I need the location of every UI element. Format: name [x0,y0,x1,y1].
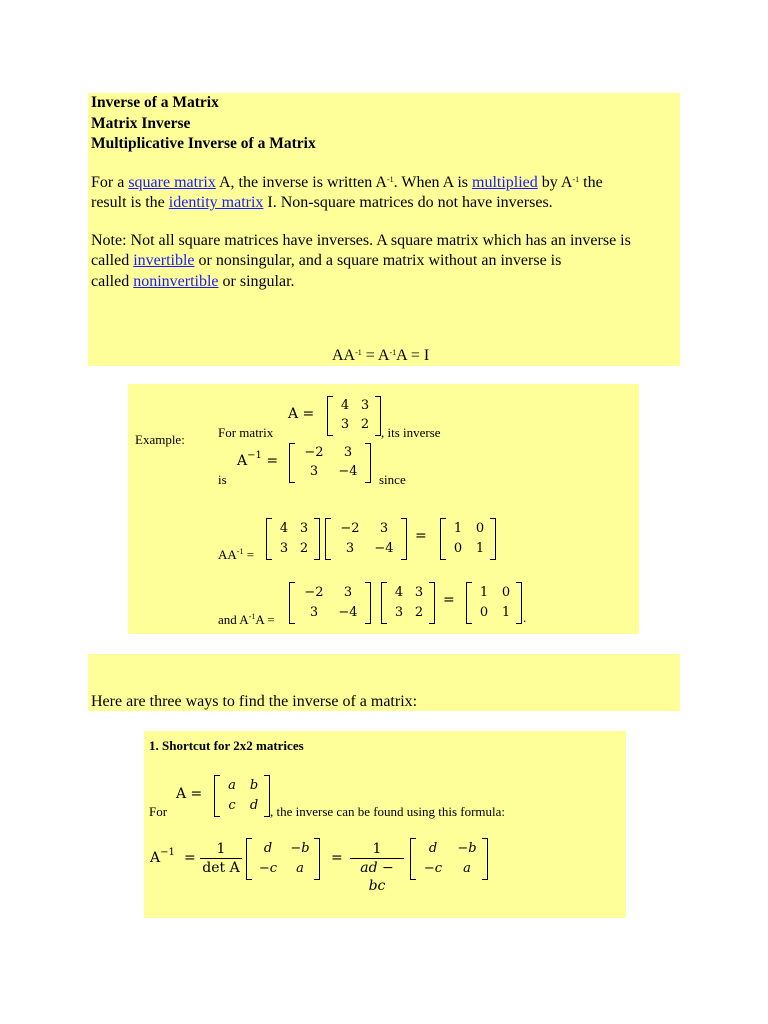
link-multiplied[interactable]: multiplied [472,174,538,191]
identity-matrix-2: 1 0 0 1 [466,582,522,624]
since-text: since [379,472,406,487]
for-text: For [149,804,168,819]
link-invertible[interactable]: invertible [133,252,195,269]
fraction-1-over-ad-bc: 1 ad − bc [350,840,404,895]
equals-sign-1: = [415,528,427,544]
is-text: is [218,472,227,487]
matrix-Ainv-product1: −2 3 3 −4 [325,518,407,560]
para2-line1: Note: Not all square matrices have inverses. A square matrix which has an inverse is [91,232,631,249]
period: . [523,610,527,625]
link-square-matrix[interactable]: square matrix [128,174,216,191]
adjugate-matrix-2: d −b −c a [410,838,488,880]
intro-box [88,93,680,366]
its-inverse-text: , its inverse [381,425,441,440]
for-matrix-text: For matrix [218,425,274,440]
identity-matrix-1: 1 0 0 1 [440,518,496,560]
matrix-abcd: a b c d [214,775,270,817]
shortcut-title: 1. Shortcut for 2x2 matrices [149,738,304,753]
title-matrix-inverse: Matrix Inverse [91,115,191,132]
para2-line2: called invertible or nonsingular, and a square matrix without an inverse is [91,252,562,269]
matrix-A-product2: 4 3 3 2 [381,582,435,624]
matrix-A-symbol: A = [288,406,315,422]
title-inverse-of-a-matrix: Inverse of a Matrix [91,94,219,111]
identity-equation: $AA^{-1} = A^{-1}A = I$ [332,347,430,364]
shortcut-A-symbol: A = [176,786,203,802]
fraction-1-over-detA: 1 det A [200,840,242,877]
adjugate-matrix-1: d −b −c a [246,838,320,880]
three-ways-text: Here are three ways to find the inverse of a matrix: [91,693,418,710]
matrix-Ainv: −2 3 3 −4 [289,443,371,483]
formula-equals-1: = [184,850,196,866]
link-identity-matrix[interactable]: identity matrix [168,194,264,211]
link-noninvertible[interactable]: noninvertible [133,273,219,290]
formula-equals-2: = [331,850,343,866]
matrix-Ainv-symbol: $A^{-1}$ = [237,450,279,469]
formula-intro-text: , the inverse can be found using this formula: [270,804,506,819]
para1-line2: result is the identity matrix I. Non-square matrices do not have inverses. [91,194,553,211]
para1-line1: For a square matrix A, the inverse is written $A^{-1}$. When A is multiplied by $A^{-1}$ the [91,174,603,191]
matrix-A: 4 3 3 2 [327,396,381,436]
matrix-A-product1: 4 3 3 2 [266,518,320,560]
formula-lhs: $A^{-1}$ [150,847,175,866]
aa-inv-label: $AA^{-1}$ = [218,547,255,562]
equals-sign-2: = [443,592,455,608]
para2-line3: called noninvertible or singular. [91,273,295,290]
title-multiplicative-inverse: Multiplicative Inverse of a Matrix [91,135,316,152]
ainv-a-label: and $A^{-1}A$ = [218,612,275,627]
matrix-Ainv-product2: −2 3 3 −4 [289,582,371,624]
example-label: Example: [135,432,185,447]
